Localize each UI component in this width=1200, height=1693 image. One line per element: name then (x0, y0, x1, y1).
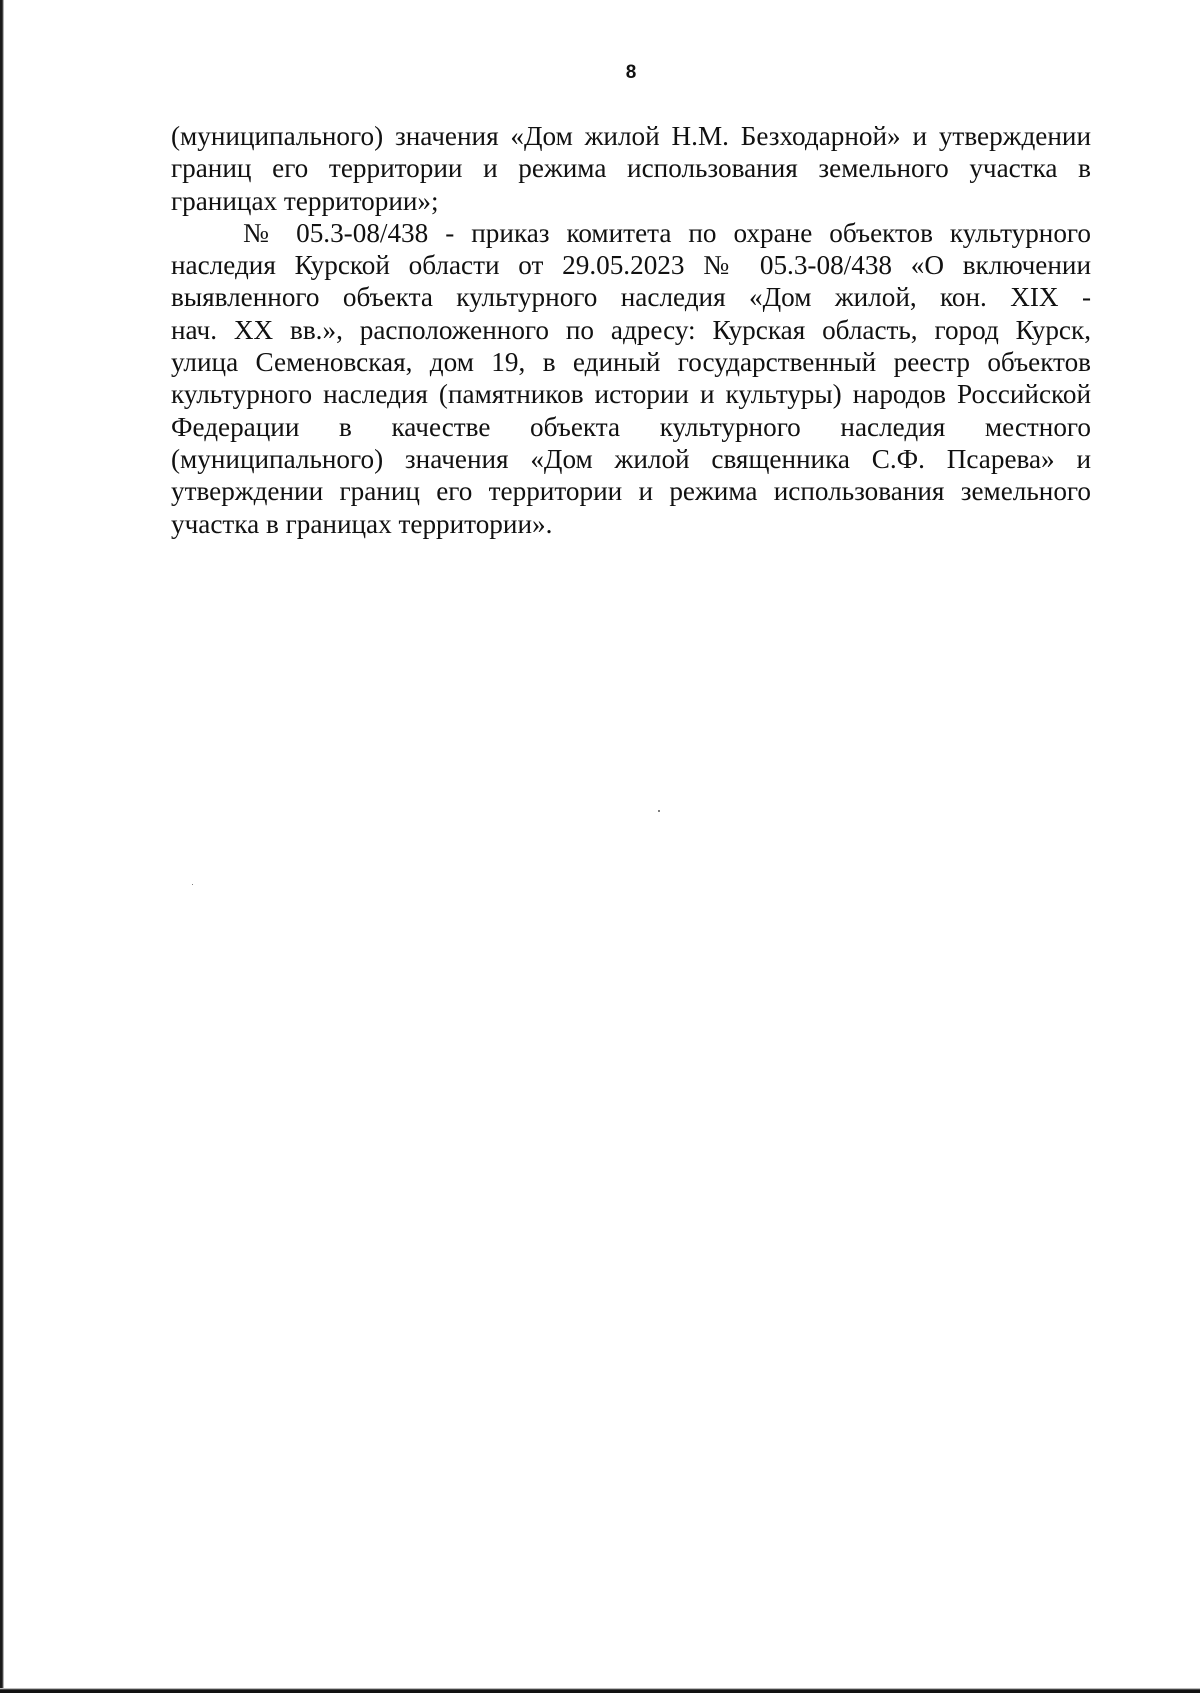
scan-edge-left (0, 0, 4, 1693)
text-line: № 05.3-08/438 - приказ комитета по охране объектов культурного (243, 217, 1091, 248)
text-line: границ его территории и режима использования земельного участка в (171, 153, 1091, 184)
text-line: (муниципального) значения «Дом жилой Н.М. Безходарной» и утверждении (171, 121, 1091, 151)
scan-speck (658, 810, 660, 812)
text-line: Федерации в качестве объекта культурного наследия местного (171, 411, 1091, 442)
body-text (171, 120, 1091, 540)
scan-speck (192, 884, 193, 885)
page-number: 8 (625, 62, 637, 83)
scan-edge-bottom (0, 1688, 1200, 1693)
text-line: (муниципального) значения «Дом жилой священника С.Ф. Псарева» и (171, 443, 1091, 474)
text-line: утверждении границ его территории и режима использования земельного (171, 476, 1091, 507)
text-line: нач. XX вв.», расположенного по адресу: Курская область, город Курск, (171, 314, 1091, 345)
text-line: культурного наследия (памятников истории и культуры) народов Российской (171, 379, 1091, 410)
text-line: наследия Курской области от 29.05.2023 № 05.3-08/438 «О включении (171, 250, 1091, 281)
text-line: границах территории»; (171, 185, 439, 216)
text-line: улица Семеновская, дом 19, в единый государственный реестр объектов (171, 347, 1091, 378)
text-line: выявленного объекта культурного наследия «Дом жилой, кон. XIX - (171, 282, 1091, 313)
text-line: участка в границах территории». (171, 508, 553, 539)
